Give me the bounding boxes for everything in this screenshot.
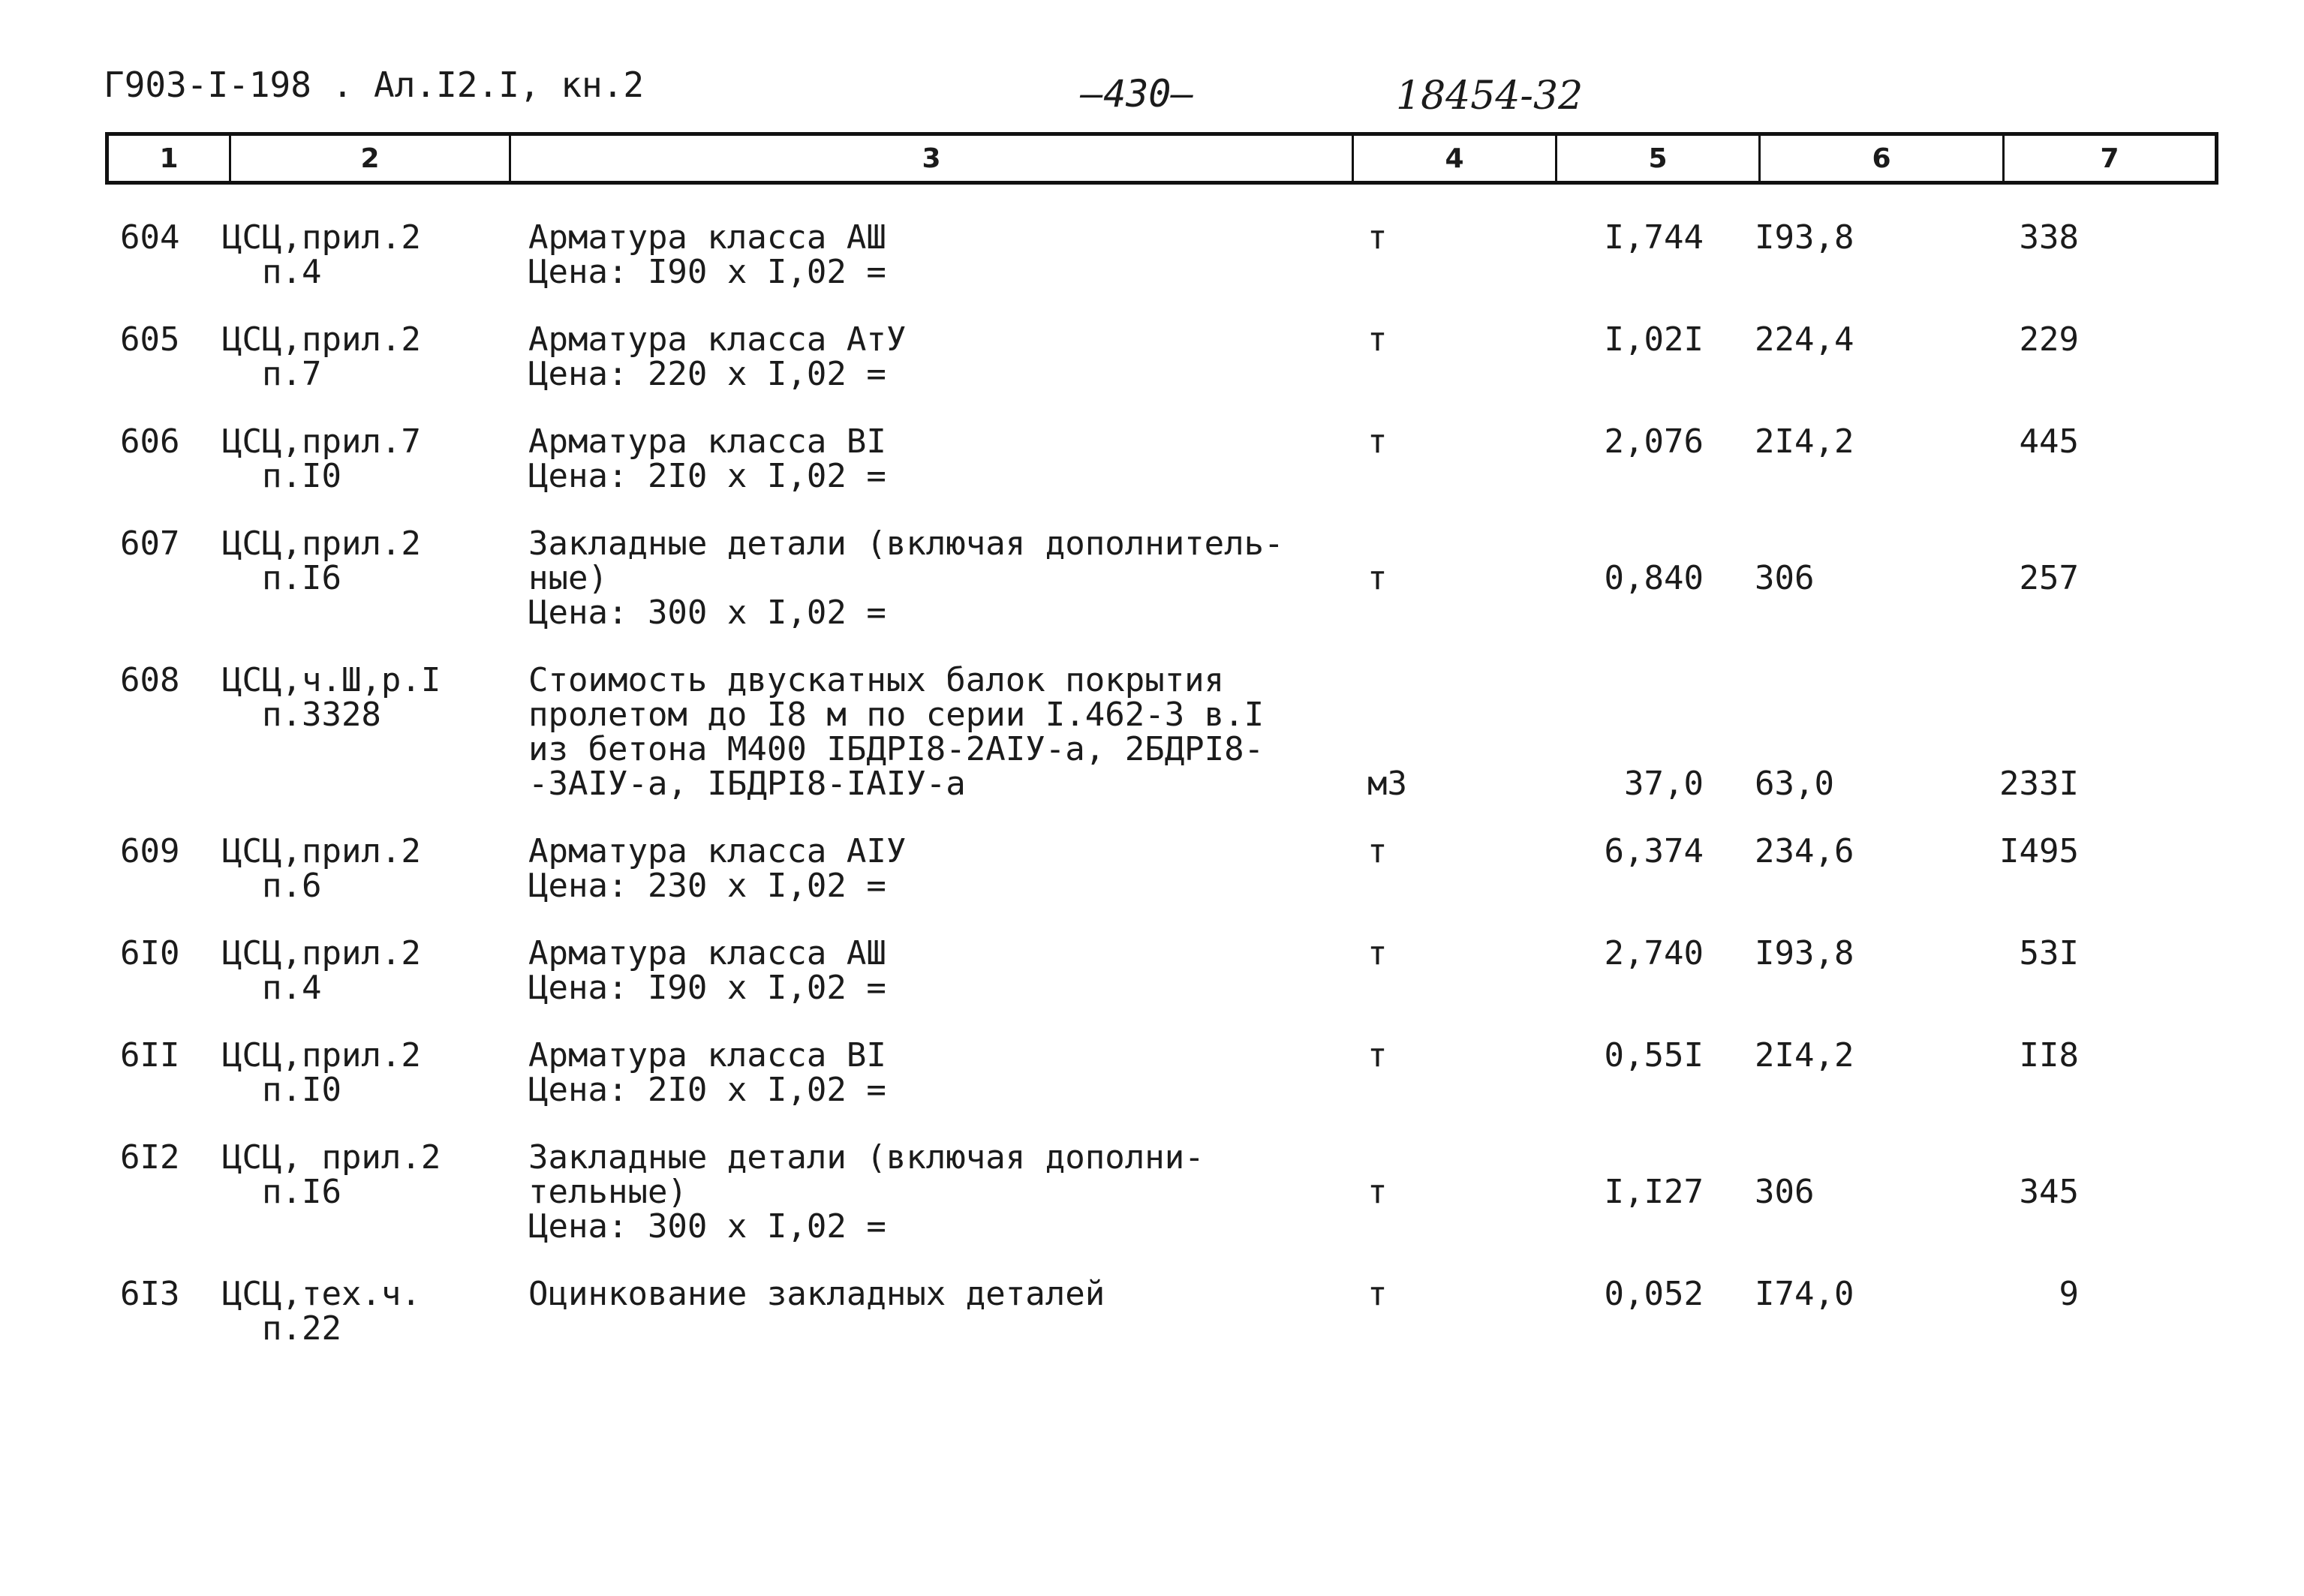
- row-unit: т: [1367, 1275, 1388, 1313]
- row-price: 224,4: [1755, 320, 1854, 359]
- row-number: 607: [120, 524, 180, 563]
- row-description: Закладные детали (включая дополни- тельные) Цена: 300 х I,02 =: [528, 1138, 1205, 1246]
- row-quantity: 0,052: [1604, 1275, 1704, 1313]
- row-total: 338: [2019, 218, 2079, 257]
- column-header-row: [105, 132, 2218, 185]
- row-number: 6I0: [120, 934, 180, 972]
- row-quantity: 6,374: [1604, 832, 1704, 870]
- row-unit: т: [1367, 832, 1388, 870]
- column-header-2: 2: [231, 136, 511, 181]
- row-quantity: 0,55I: [1604, 1036, 1704, 1075]
- row-total: 445: [2019, 422, 2079, 461]
- row-reference: ЦСЦ,прил.2 п.6: [222, 832, 421, 905]
- row-description: Арматура класса АШ Цена: I90 х I,02 =: [528, 218, 886, 291]
- row-description: Арматура класса ВI Цена: 2I0 х I,02 =: [528, 422, 886, 495]
- row-total: 9: [2059, 1275, 2079, 1313]
- row-total: 233I: [1999, 765, 2079, 803]
- page-number: —430—: [1081, 72, 1194, 116]
- row-price: 2I4,2: [1755, 422, 1854, 461]
- row-quantity: 37,0: [1624, 765, 1704, 803]
- row-reference: ЦСЦ,тех.ч. п.22: [222, 1275, 421, 1348]
- row-number: 605: [120, 320, 180, 359]
- row-quantity: 2,076: [1604, 422, 1704, 461]
- row-number: 604: [120, 218, 180, 257]
- row-number: 6I2: [120, 1138, 180, 1177]
- row-reference: ЦСЦ,прил.2 п.I0: [222, 1036, 421, 1109]
- row-description: Закладные детали (включая дополнитель- ные) Цена: 300 х I,02 =: [528, 524, 1284, 632]
- column-header-3: 3: [511, 136, 1354, 181]
- handwritten-reference: 18454-32: [1396, 74, 1584, 119]
- row-price: 2I4,2: [1755, 1036, 1854, 1075]
- row-unit: т: [1367, 559, 1388, 597]
- row-price: 234,6: [1755, 832, 1854, 870]
- row-total: 345: [2019, 1173, 2079, 1211]
- row-price: 306: [1755, 1173, 1815, 1211]
- row-unit: т: [1367, 1173, 1388, 1211]
- row-quantity: 0,840: [1604, 559, 1704, 597]
- row-number: 608: [120, 661, 180, 699]
- row-unit: т: [1367, 320, 1388, 359]
- row-price: I93,8: [1755, 218, 1854, 257]
- row-reference: ЦСЦ,прил.2 п.4: [222, 934, 421, 1007]
- row-number: 609: [120, 832, 180, 870]
- row-quantity: I,02I: [1604, 320, 1704, 359]
- row-quantity: I,744: [1604, 218, 1704, 257]
- column-header-6: 6: [1761, 136, 2005, 181]
- row-reference: ЦСЦ,прил.2 п.4: [222, 218, 421, 291]
- row-reference: ЦСЦ,прил.2 п.7: [222, 320, 421, 393]
- row-price: 63,0: [1755, 765, 1834, 803]
- row-price: I74,0: [1755, 1275, 1854, 1313]
- row-description: Арматура класса АIУ Цена: 230 х I,02 =: [528, 832, 907, 905]
- row-total: I495: [1999, 832, 2079, 870]
- column-header-1: 1: [109, 136, 231, 181]
- row-reference: ЦСЦ,прил.2 п.I6: [222, 524, 421, 597]
- row-unit: т: [1367, 218, 1388, 257]
- row-total: II8: [2019, 1036, 2079, 1075]
- row-total: 229: [2019, 320, 2079, 359]
- row-unit: м3: [1367, 765, 1407, 803]
- row-description: Арматура класса АШ Цена: I90 х I,02 =: [528, 934, 886, 1007]
- column-header-4: 4: [1354, 136, 1557, 181]
- row-description: Арматура класса ВI Цена: 2I0 х I,02 =: [528, 1036, 886, 1109]
- row-number: 6II: [120, 1036, 180, 1075]
- row-reference: ЦСЦ,ч.Ш,р.I п.3328: [222, 661, 441, 734]
- row-number: 6I3: [120, 1275, 180, 1313]
- row-number: 606: [120, 422, 180, 461]
- row-price: 306: [1755, 559, 1815, 597]
- row-description: Стоимость двускатных балок покрытия пролетом до I8 м по серии I.462-3 в.I из бетона М400 IБДРI8-2АIУ-а, 2БДРI8- -3АIУ-а, IБДРI8-IАIУ-а: [528, 661, 1265, 803]
- column-header-7: 7: [2100, 143, 2119, 174]
- row-unit: т: [1367, 934, 1388, 972]
- row-reference: ЦСЦ, прил.2 п.I6: [222, 1138, 441, 1211]
- column-header-5: 5: [1557, 136, 1761, 181]
- row-reference: ЦСЦ,прил.7 п.I0: [222, 422, 421, 495]
- row-total: 257: [2019, 559, 2079, 597]
- row-price: I93,8: [1755, 934, 1854, 972]
- row-quantity: I,I27: [1604, 1173, 1704, 1211]
- document-code: Г903-I-198 . Ал.I2.I, кн.2: [104, 65, 645, 105]
- row-quantity: 2,740: [1604, 934, 1704, 972]
- row-description: Арматура класса АтУ Цена: 220 х I,02 =: [528, 320, 907, 393]
- row-description: Оцинкование закладных деталей: [528, 1275, 1105, 1313]
- row-unit: т: [1367, 1036, 1388, 1075]
- row-total: 53I: [2019, 934, 2079, 972]
- row-unit: т: [1367, 422, 1388, 461]
